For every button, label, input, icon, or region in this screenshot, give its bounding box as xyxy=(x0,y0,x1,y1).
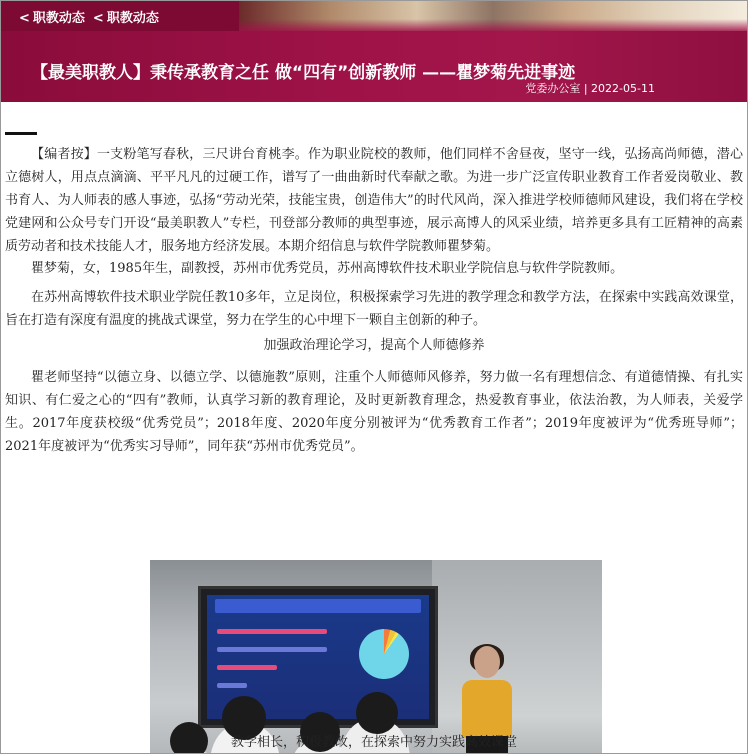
display-pie-chart xyxy=(359,629,409,679)
breadcrumb-item-1[interactable] xyxy=(19,7,85,26)
display-answer-row xyxy=(217,665,277,670)
ethics-paragraph: 瞿老师坚持“以德立身、以德立学、以德施教”原则，注重个人师德师风修养，努力做一名有理想信念、有道德情操、有扎实知识、有仁爱之心的“四有”教师，认真学习新的教育理论，及时更新教育理念，热爱教育事业，依法治教，为人师表，关爱学生。2017年度获校级“优秀党员”；2018年度、2020年度分别被评为“优秀教育工作者”；2019年度被评为“优秀班导师”；2021年度被评为“优秀实习导师”，同年获“苏州市优秀党员”。 xyxy=(5,370,743,454)
chevron-left-icon: < xyxy=(19,10,30,26)
editor-note-paragraph: 【编者按】一支粉笔写春秋，三尺讲台育桃李。作为职业院校的教师，他们同样不舍昼夜，坚守一线，弘扬高尚师德，潜心立德树人，用点点滴滴、平平凡凡的过硬工作，谱写了一曲曲新时代奉献之歌。为进一步广泛宣传职业教育工作者爱岗敬业、教书育人、为人师表的感人事迹，弘扬“劳动光荣，技能宝贵，创造伟大”的时代风尚，深入推进学校师德师风建设，我们将在学校党建网和公众号专门开设“最美职教人”专栏，刊登部分教师的典型事迹，展示高博人的风采业绩，培养更多具有工匠精神的高素质劳动者和技术技能人才，服务地方经济发展。本期介绍信息与软件学院教师瞿梦菊。 xyxy=(5,147,743,254)
display-question-bar xyxy=(215,599,421,613)
section-subheading: 加强政治理论学习，提高个人师德修养 xyxy=(263,338,485,353)
banner-photo xyxy=(239,1,747,31)
article-photo xyxy=(150,560,602,754)
teacher-head xyxy=(474,646,500,678)
profile-paragraph: 瞿梦菊，女，1985年生，副教授，苏州市优秀党员，苏州高博软件技术职业学院信息与软件学院教师。 xyxy=(31,261,624,276)
breadcrumb-item-2[interactable] xyxy=(93,7,159,26)
chevron-left-icon: < xyxy=(92,10,104,26)
display-answer-row xyxy=(217,647,327,652)
section-divider xyxy=(5,132,37,135)
article-meta: 党委办公室 | 2022-05-11 xyxy=(525,82,655,95)
display-answer-row xyxy=(217,683,247,688)
breadcrumb-label: 职教动态 xyxy=(106,10,159,26)
student-head xyxy=(356,692,398,734)
display-answer-row xyxy=(217,629,327,634)
image-caption: 教学相长，积极教改，在探索中努力实践高效课堂 xyxy=(230,735,517,750)
breadcrumb-label: 职教动态 xyxy=(32,10,85,26)
header-banner xyxy=(1,1,747,102)
article-title: 【最美职教人】秉传承教育之任 做“四有”创新教师 ——瞿梦菊先进事迹 xyxy=(31,63,576,83)
teacher-shirt xyxy=(462,680,512,738)
career-paragraph: 在苏州高博软件技术职业学院任教10多年，立足岗位，积极探索学习先进的教学理念和教学方法，在探索中实践高效课堂，旨在打造有深度有温度的挑战式课堂，努力在学生的心中埋下一颗自主创新的种子。 xyxy=(5,290,743,328)
breadcrumb xyxy=(1,1,239,31)
